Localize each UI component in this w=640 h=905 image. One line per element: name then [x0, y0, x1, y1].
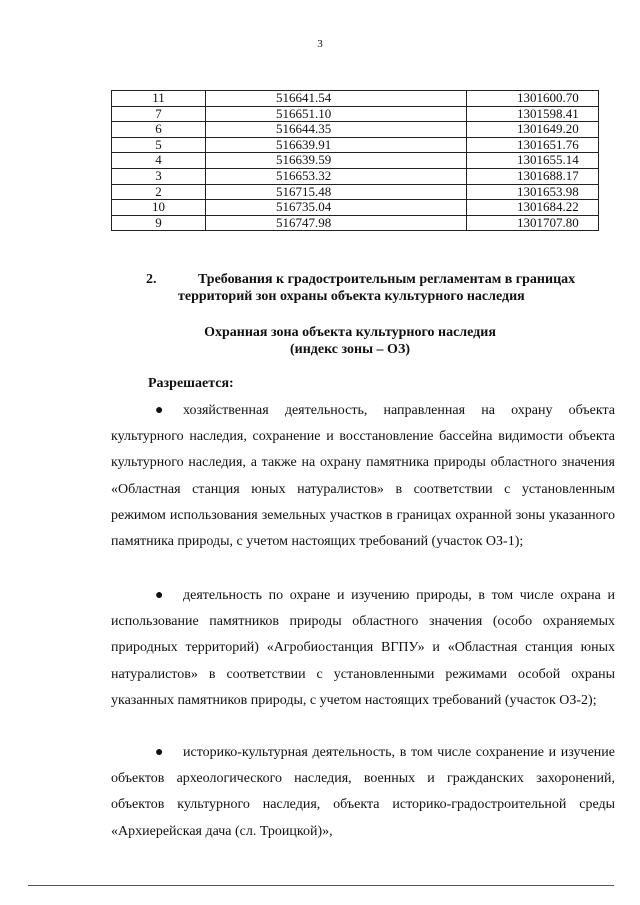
point-number-cell: 5	[112, 137, 206, 153]
x-coordinate-cell: 516639.59	[206, 153, 467, 169]
x-coordinate-cell: 516641.54	[206, 91, 467, 107]
y-coordinate-cell: 1301651.76	[467, 137, 599, 153]
section-title-line2: территорий зон охраны объекта культурного наследия	[178, 289, 525, 304]
x-coordinate-cell: 516715.48	[206, 184, 467, 200]
point-number-cell: 6	[112, 122, 206, 138]
section-title-line1: Требования к градостроительным регламентам в границах	[198, 272, 576, 287]
paragraph-text: историко-культурная деятельность, в том числе сохранение и изучение объектов археологического наследия, военных и гражданских захоронений, объектов культурного наследия, объекта историко-градостроительной среды «Архиерейская дача (сл. Троицкой)»,	[111, 745, 615, 839]
paragraph-text: деятельность по охране и изучению природы, в том числе охрана и использование памятников природы областного значения (особо охраняемых природных территорий) «Агробиостанция ВГПУ» и «Областная станция юных натуралистов» в соответствии с установленными режимами особой охраны указанных памятников природы, с учетом настоящих требований (участок ОЗ-2);	[111, 588, 615, 708]
y-coordinate-cell: 1301707.80	[467, 215, 599, 231]
table-row	[112, 215, 599, 231]
zone-title-line2: (индекс зоны – ОЗ)	[289, 342, 410, 357]
table-row	[112, 153, 599, 169]
paragraph-text: хозяйственная деятельность, направленная на охрану объекта культурного наследия, сохранение и восстановление бассейна видимости объекта культурного наследия, а также на охрану памятника природы областного значения «Областная станция юных натуралистов» в соответствии с установленным режимом использования земельных участков в границах охранной зоны указанного памятника природы, с учетом настоящих требований (участок ОЗ-1);	[111, 403, 615, 550]
y-coordinate-cell: 1301684.22	[467, 200, 599, 216]
point-number-cell: 4	[112, 153, 206, 169]
table-row	[112, 200, 599, 216]
bullet-icon: ●	[155, 403, 164, 418]
bullet-paragraph	[111, 398, 615, 555]
section-heading	[146, 271, 606, 305]
bullet-paragraph	[111, 583, 615, 714]
table-row	[112, 168, 599, 184]
point-number-cell: 10	[112, 200, 206, 216]
table-row	[112, 137, 599, 153]
bullet-icon: ●	[155, 588, 164, 603]
section-number: 2.	[146, 272, 157, 287]
x-coordinate-cell: 516653.32	[206, 168, 467, 184]
page-number: 3	[317, 38, 323, 50]
zone-title-line1: Охранная зона объекта культурного наследия	[204, 325, 496, 340]
table-row	[112, 122, 599, 138]
footer-divider	[28, 885, 614, 886]
x-coordinate-cell: 516639.91	[206, 137, 467, 153]
y-coordinate-cell: 1301649.20	[467, 122, 599, 138]
point-number-cell: 9	[112, 215, 206, 231]
x-coordinate-cell: 516747.98	[206, 215, 467, 231]
y-coordinate-cell: 1301688.17	[467, 168, 599, 184]
table-row	[112, 106, 599, 122]
y-coordinate-cell: 1301653.98	[467, 184, 599, 200]
bullet-icon: ●	[155, 745, 164, 760]
x-coordinate-cell: 516651.10	[206, 106, 467, 122]
table-row	[112, 91, 599, 107]
bullet-paragraph	[111, 740, 615, 845]
point-number-cell: 11	[112, 91, 206, 107]
x-coordinate-cell: 516644.35	[206, 122, 467, 138]
y-coordinate-cell: 1301598.41	[467, 106, 599, 122]
y-coordinate-cell: 1301600.70	[467, 91, 599, 107]
x-coordinate-cell: 516735.04	[206, 200, 467, 216]
coordinates-table-body	[112, 91, 599, 231]
allowed-label: Разрешается:	[148, 376, 234, 391]
point-number-cell: 3	[112, 168, 206, 184]
coordinates-table	[111, 90, 599, 231]
table-row	[112, 184, 599, 200]
point-number-cell: 7	[112, 106, 206, 122]
zone-heading	[160, 324, 540, 358]
point-number-cell: 2	[112, 184, 206, 200]
y-coordinate-cell: 1301655.14	[467, 153, 599, 169]
